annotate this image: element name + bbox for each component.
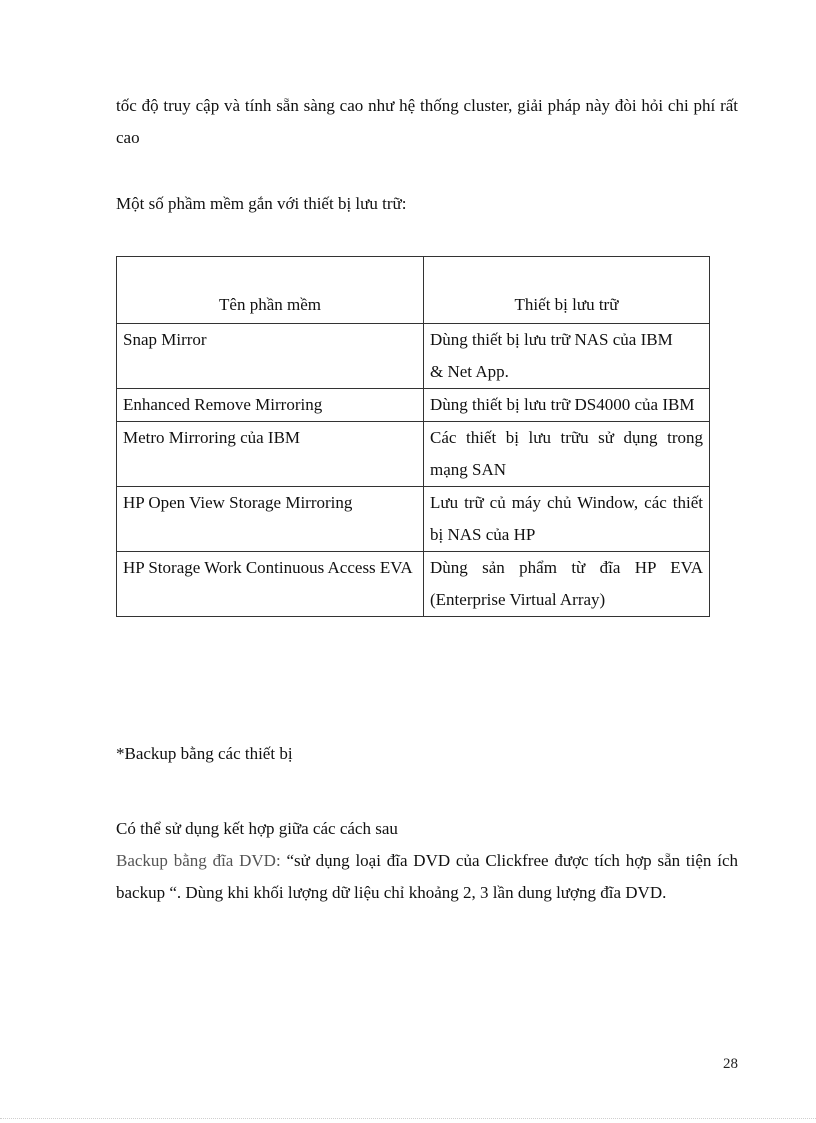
device-cell: Các thiết bị lưu trữu sử dụng trong mạng SAN	[424, 422, 710, 487]
table-row	[117, 487, 710, 552]
software-list-intro: Một số phầm mềm gắn với thiết bị lưu trữ:	[116, 194, 407, 213]
table-row	[117, 324, 710, 389]
dvd-backup-lead: Backup bằng đĩa DVD:	[116, 851, 281, 870]
dvd-backup-text: “sử dụng loại đĩa DVD của Clickfree được tích hợp sẵn tiện ích backup “. Dùng khi khối lượng dữ liệu chỉ khoảng 2, 3 lần dung lượng đĩa DVD.	[116, 851, 738, 902]
software-storage-table	[116, 256, 710, 617]
software-cell: Enhanced Remove Mirroring	[117, 389, 424, 422]
software-cell: HP Storage Work Continuous Access EVA	[117, 552, 424, 617]
combine-methods-text: Có thể sử dụng kết hợp giữa các cách sau	[116, 819, 398, 838]
table-row	[117, 389, 710, 422]
header-storage-device: Thiết bị lưu trữ	[424, 257, 710, 324]
software-cell: HP Open View Storage Mirroring	[117, 487, 424, 552]
device-cell: Dùng sản phẩm từ đĩa HP EVA (Enterprise Virtual Array)	[424, 552, 710, 617]
table-row	[117, 422, 710, 487]
dvd-backup-paragraph	[116, 845, 738, 909]
device-cell: Dùng thiết bị lưu trữ DS4000 của IBM	[424, 389, 710, 422]
software-cell: Snap Mirror	[117, 324, 424, 389]
table-row	[117, 552, 710, 617]
table-header-row	[117, 257, 710, 324]
backup-heading: *Backup bằng các thiết bị	[116, 744, 293, 763]
header-software-name: Tên phần mềm	[117, 257, 424, 324]
software-cell: Metro Mirroring của IBM	[117, 422, 424, 487]
intro-paragraph: tốc độ truy cập và tính sẵn sàng cao như hệ thống cluster, giải pháp này đòi hỏi chi phí rất cao	[116, 96, 738, 147]
device-cell: Lưu trữ củ máy chủ Window, các thiết bị NAS của HP	[424, 487, 710, 552]
page-number: 28	[723, 1056, 738, 1072]
page-bottom-divider	[0, 1118, 816, 1119]
device-cell: Dùng thiết bị lưu trữ NAS của IBM & Net App.	[424, 324, 710, 389]
